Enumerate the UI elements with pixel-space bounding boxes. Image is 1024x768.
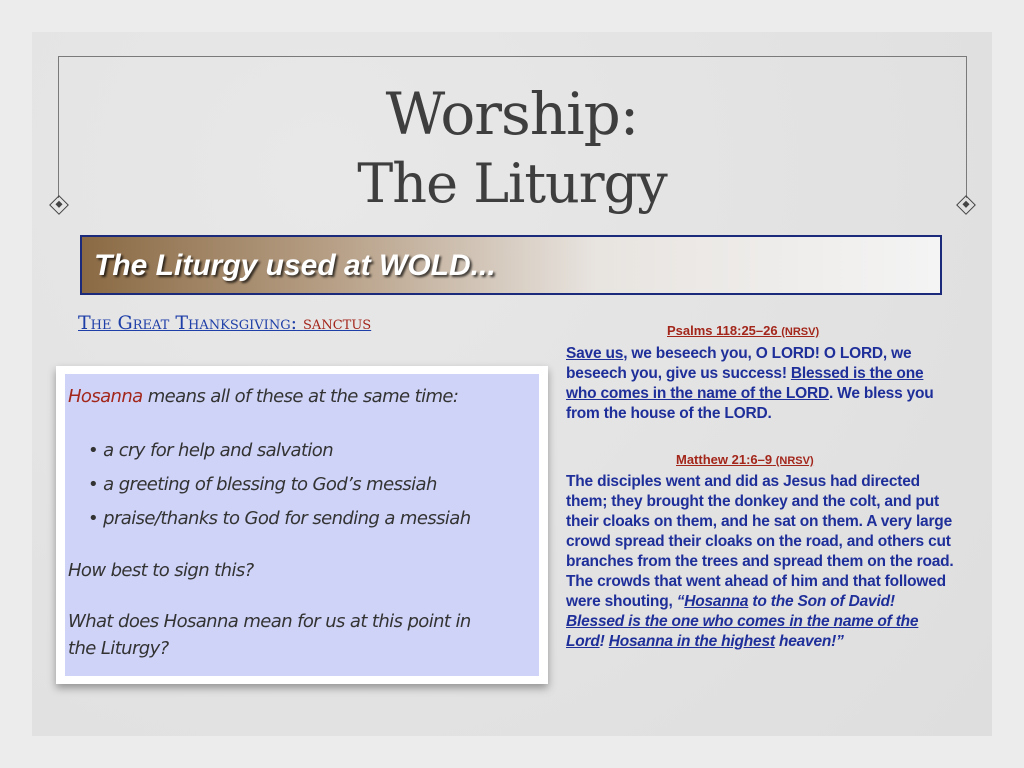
psalm-version: (NRSV): [781, 326, 820, 338]
section-heading: [78, 312, 371, 334]
matthew-version: (NRSV): [775, 455, 814, 467]
card-intro-rest: means all of these at the same time:: [142, 386, 459, 407]
matthew-text: to the Son of David!: [748, 593, 895, 610]
psalm-text: Save us: [566, 345, 624, 362]
card-question-2-line1: What does Hosanna mean for us at this point in: [68, 611, 471, 632]
psalm-text: Blessed is the one who comes in the name of the LORD: [566, 365, 924, 402]
matthew-reference-text: Matthew 21:6–9: [676, 452, 773, 467]
matthew-text: !: [599, 633, 609, 650]
section-heading-main: The Great Thanksgiving:: [78, 312, 297, 334]
psalm-text: , we beseech you, O LORD! O LORD, we beseech you, give us success!: [566, 345, 912, 382]
card-question-1: How best to sign this?: [68, 560, 254, 581]
section-heading-accent: sanctus: [303, 312, 372, 334]
card-question-2-line2: the Liturgy?: [68, 638, 169, 659]
card-intro-word: Hosanna: [68, 386, 143, 407]
matthew-text: Hosanna: [684, 593, 749, 610]
matthew-text: heaven!”: [774, 633, 844, 650]
banner-text: The Liturgy used at WOLD...: [94, 249, 496, 282]
slide-title-line1: Worship:: [385, 80, 639, 148]
matthew-verse: [566, 472, 956, 652]
card-bullet: • a cry for help and salvation: [88, 440, 334, 461]
psalm-reference-text: Psalms 118:25–26: [667, 323, 778, 338]
matthew-text: Blessed is the one who comes in the name of the Lord: [566, 613, 919, 650]
matthew-text: Hosanna in the highest: [608, 633, 775, 650]
matthew-reference: [676, 452, 814, 467]
matthew-text: The disciples went and did as Jesus had directed them; they brought the donkey and the colt, and put their cloaks on them, and he sat on them. A very large crowd spread their cloaks on the road, and others cut branches from the trees and spread them on the road. The crowds that went ahead of him and that followed were shouting,: [566, 473, 954, 610]
card-bullet: • a greeting of blessing to God’s messiah: [88, 474, 437, 495]
card-bullet-text: a cry for help and salvation: [103, 440, 334, 461]
card-bullet: • praise/thanks to God for sending a messiah: [88, 508, 471, 529]
card-bullet-text: praise/thanks to God for sending a messiah: [103, 508, 471, 529]
frame-line-top: [58, 56, 966, 57]
banner: [80, 235, 942, 295]
card-intro: [68, 386, 458, 407]
matthew-text: “: [676, 593, 685, 610]
slide-title-line2: The Liturgy: [357, 152, 667, 215]
psalm-verse: [566, 344, 956, 424]
psalm-text: . We bless you from the house of the LORD.: [566, 385, 934, 422]
psalm-reference: [667, 323, 819, 338]
card-bullet-text: a greeting of blessing to God’s messiah: [103, 474, 437, 495]
